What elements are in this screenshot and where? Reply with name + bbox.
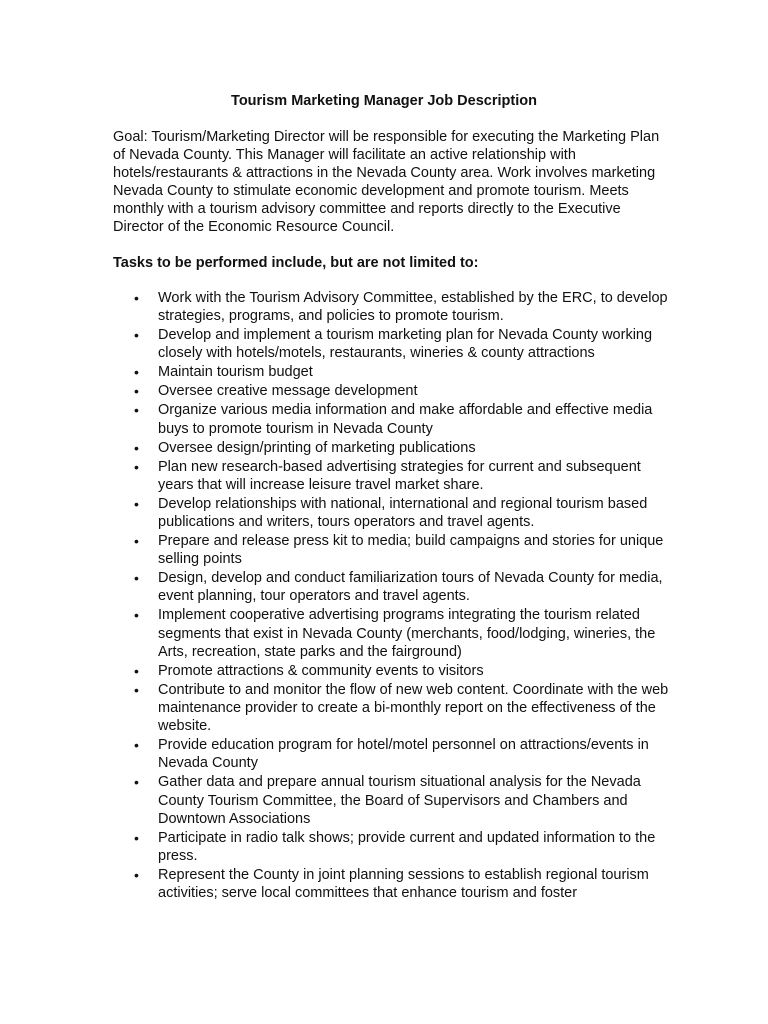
bullet-icon: • [134, 533, 139, 550]
list-item [113, 773, 673, 828]
list-item [113, 439, 673, 457]
bullet-icon: • [134, 570, 139, 587]
task-text: Gather data and prepare annual tourism situational analysis for the Nevada County Tourism Committee, the Board of Supervisors and Chambers and Downtown Associations [158, 774, 641, 827]
list-item [113, 495, 673, 531]
task-text: Contribute to and monitor the flow of new web content. Coordinate with the web maintenance provider to create a bi-monthly report on the effectiveness of the website. [158, 681, 669, 735]
task-text: Represent the County in joint planning sessions to establish regional tourism activities; serve local committees that enhance tourism and foster [158, 867, 649, 902]
list-item [113, 681, 673, 736]
list-item [113, 662, 673, 680]
list-item [113, 606, 673, 661]
list-item [113, 289, 673, 325]
task-text: Develop relationships with national, international and regional tourism based publications and writers, tours operators and travel agents. [158, 495, 648, 531]
list-item [113, 326, 673, 362]
task-text: Maintain tourism budget [158, 364, 313, 381]
list-item [113, 736, 673, 772]
list-item [113, 532, 673, 568]
task-text: Prepare and release press kit to media; build campaigns and stories for unique selling points [158, 533, 664, 568]
task-text: Develop and implement a tourism marketing plan for Nevada County working closely with hotels/motels, restaurants, wineries & county attractions [158, 327, 653, 362]
goal-paragraph: Goal: Tourism/Marketing Director will be responsible for executing the Marketing Plan of Nevada County. This Manager will facilitate an active relationship with hotels/restaurants & attractions in the Nevada County area. Work involves marketing Nevada County to stimulate economic development and promote tourism. Meets monthly with a tourism advisory committee and reports directly to the Executive Director of the Economic Resource Council. [113, 129, 660, 235]
list-item [113, 866, 673, 902]
bullet-icon: • [134, 829, 139, 846]
task-text: Design, develop and conduct familiarization tours of Nevada County for media, event planning, tour operators and travel agents. [158, 570, 663, 605]
bullet-icon: • [134, 327, 139, 344]
list-item [113, 401, 673, 437]
task-text: Participate in radio talk shows; provide current and updated information to the press. [158, 829, 656, 865]
bullet-icon: • [134, 458, 139, 475]
task-text: Provide education program for hotel/motel personnel on attractions/events in Nevada County [158, 737, 649, 772]
task-text: Plan new research-based advertising strategies for current and subsequent years that will increase leisure travel market share. [158, 458, 641, 493]
list-item [113, 382, 673, 400]
bullet-icon: • [134, 402, 139, 419]
bullet-icon: • [134, 495, 139, 512]
task-text: Oversee creative message development [158, 383, 418, 400]
bullet-icon: • [134, 867, 139, 884]
bullet-icon: • [134, 364, 139, 381]
bullet-icon: • [134, 383, 139, 400]
task-text: Implement cooperative advertising programs integrating the tourism related segments that exist in Nevada County (merchants, food/lodging, wineries, the Arts, recreation, state parks and the fairground) [158, 607, 656, 660]
bullet-icon: • [134, 737, 139, 754]
list-item [113, 458, 673, 494]
list-item [113, 363, 673, 381]
bullet-icon: • [134, 774, 139, 791]
document-title: Tourism Marketing Manager Job Description [231, 93, 537, 109]
list-item [113, 569, 673, 605]
tasks-list [113, 289, 673, 903]
bullet-icon: • [134, 662, 139, 679]
task-text: Promote attractions & community events to visitors [158, 662, 484, 679]
bullet-icon: • [134, 290, 139, 306]
bullet-icon: • [134, 607, 139, 624]
task-text: Organize various media information and make affordable and effective media buys to promote tourism in Nevada County [158, 402, 653, 437]
bullet-icon: • [134, 439, 139, 456]
tasks-heading: Tasks to be performed include, but are not limited to: [113, 255, 479, 271]
bullet-icon: • [134, 681, 139, 698]
list-item [113, 829, 673, 865]
task-text: Work with the Tourism Advisory Committee, established by the ERC, to develop strategies, programs, and policies to promote tourism. [158, 290, 668, 325]
task-text: Oversee design/printing of marketing publications [158, 439, 476, 456]
